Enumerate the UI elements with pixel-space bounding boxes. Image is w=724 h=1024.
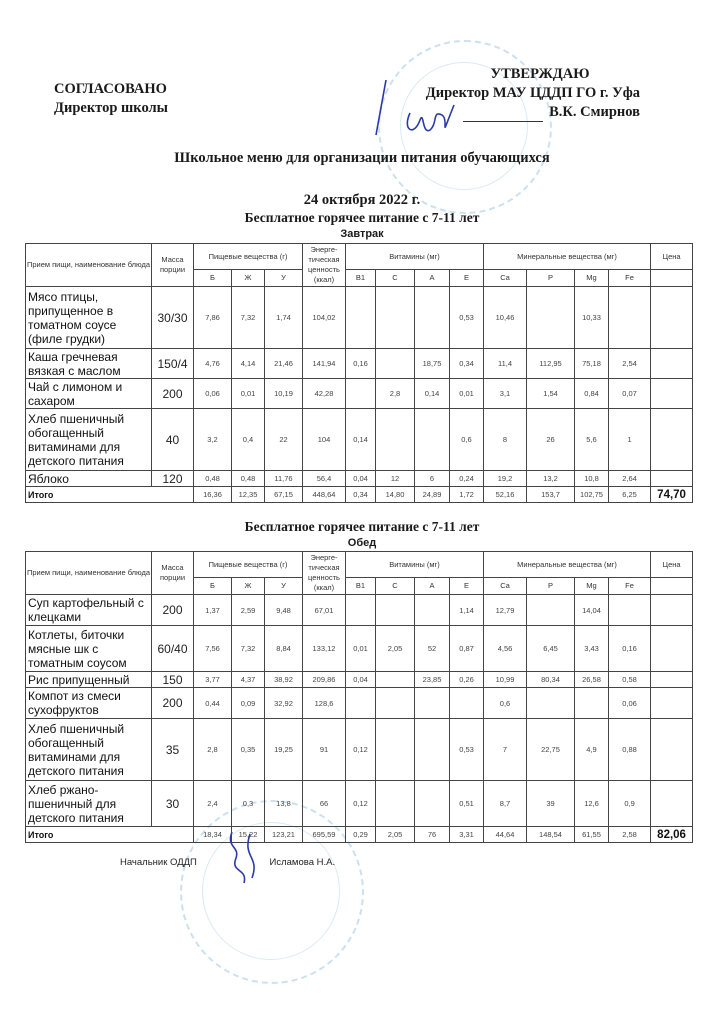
cell-kcal: 104,02 — [303, 287, 346, 349]
cell-u: 22 — [265, 409, 303, 471]
cell-fe: 1 — [609, 409, 651, 471]
total-ca: 52,16 — [484, 487, 527, 503]
dish-name: Хлеб пшеничный обогащенный витаминами для детского питания — [26, 409, 152, 471]
cell-zh: 0,01 — [232, 379, 265, 409]
dish-name: Хлеб ржано-пшеничный для детского питания — [26, 781, 152, 827]
cell-a — [415, 409, 450, 471]
header-price-empty — [651, 270, 693, 287]
cell-b: 1,37 — [194, 595, 232, 626]
cell-fe: 0,07 — [609, 379, 651, 409]
total-b1: 0,29 — [346, 827, 376, 843]
cell-e: 0,51 — [450, 781, 484, 827]
lunch-table — [25, 551, 693, 843]
cell-e: 1,14 — [450, 595, 484, 626]
dish-name: Котлеты, биточки мясные шк с томатным соусом — [26, 626, 152, 672]
cell-a: 52 — [415, 626, 450, 672]
cell-b: 7,86 — [194, 287, 232, 349]
header-dish: Прием пищи, наименование блюда — [26, 552, 152, 595]
cell-c — [376, 409, 415, 471]
dish-name: Чай с лимоном и сахаром — [26, 379, 152, 409]
total-a: 76 — [415, 827, 450, 843]
header-vitamins: Витамины (мг) — [346, 244, 484, 270]
cell-c: 2,05 — [376, 626, 415, 672]
cell-ca: 0,6 — [484, 688, 527, 719]
cell-ca: 11,4 — [484, 349, 527, 379]
table-row — [26, 379, 693, 409]
cell-b: 3,2 — [194, 409, 232, 471]
cell-ca: 10,46 — [484, 287, 527, 349]
cell-mg: 5,6 — [575, 409, 609, 471]
cell-fe — [609, 595, 651, 626]
cell-ca: 7 — [484, 719, 527, 781]
cell-price — [651, 379, 693, 409]
cell-b1: 0,04 — [346, 672, 376, 688]
cell-price — [651, 409, 693, 471]
cell-a — [415, 781, 450, 827]
cell-p — [527, 287, 575, 349]
breakfast-table — [25, 243, 693, 503]
total-label: Итого — [26, 487, 194, 503]
cell-c: 2,8 — [376, 379, 415, 409]
dish-name: Рис припущенный — [26, 672, 152, 688]
cell-kcal: 209,86 — [303, 672, 346, 688]
breakfast-program: Бесплатное горячее питание с 7-11 лет — [244, 210, 480, 225]
cell-mg: 12,6 — [575, 781, 609, 827]
header-mass: Масса порции — [152, 552, 194, 595]
header-price-empty — [651, 578, 693, 595]
cell-a — [415, 287, 450, 349]
header-b1: В1 — [346, 578, 376, 595]
dish-mass: 40 — [152, 409, 194, 471]
lunch-meal-title: Обед — [347, 537, 377, 549]
cell-p: 22,75 — [527, 719, 575, 781]
total-b: 16,36 — [194, 487, 232, 503]
cell-a: 18,75 — [415, 349, 450, 379]
total-u: 67,15 — [265, 487, 303, 503]
header-mg: Mg — [575, 270, 609, 287]
cell-kcal: 56,4 — [303, 471, 346, 487]
header-mg: Mg — [575, 578, 609, 595]
cell-b: 0,06 — [194, 379, 232, 409]
cell-a — [415, 719, 450, 781]
table-row — [26, 719, 693, 781]
cell-b1: 0,12 — [346, 719, 376, 781]
approval-left-title: СОГЛАСОВАНО — [54, 81, 167, 97]
cell-ca: 12,79 — [484, 595, 527, 626]
cell-ca: 8,7 — [484, 781, 527, 827]
dish-mass: 200 — [152, 595, 194, 626]
cell-kcal: 128,6 — [303, 688, 346, 719]
header-price: Цена — [651, 552, 693, 578]
cell-b1: 0,12 — [346, 781, 376, 827]
table-row — [26, 287, 693, 349]
cell-b: 3,77 — [194, 672, 232, 688]
total-b: 18,34 — [194, 827, 232, 843]
cell-fe: 0,58 — [609, 672, 651, 688]
cell-b1 — [346, 379, 376, 409]
cell-price — [651, 287, 693, 349]
cell-p: 112,95 — [527, 349, 575, 379]
header-p: P — [527, 578, 575, 595]
dish-mass: 60/40 — [152, 626, 194, 672]
dish-name: Суп картофельный с клецками — [26, 595, 152, 626]
dish-mass: 35 — [152, 719, 194, 781]
cell-b1: 0,16 — [346, 349, 376, 379]
cell-kcal: 133,12 — [303, 626, 346, 672]
cell-u: 38,92 — [265, 672, 303, 688]
cell-zh: 4,37 — [232, 672, 265, 688]
cell-c — [376, 688, 415, 719]
dish-name: Хлеб пшеничный обогащенный витаминами для детского питания — [26, 719, 152, 781]
header-b: Б — [194, 578, 232, 595]
dish-name: Яблоко — [26, 471, 152, 487]
total-c: 14,80 — [376, 487, 415, 503]
cell-e: 0,01 — [450, 379, 484, 409]
total-zh: 15,22 — [232, 827, 265, 843]
total-p: 148,54 — [527, 827, 575, 843]
cell-fe: 0,16 — [609, 626, 651, 672]
cell-p: 6,45 — [527, 626, 575, 672]
cell-p: 26 — [527, 409, 575, 471]
header-zh: Ж — [232, 578, 265, 595]
footer-name: Исламова Н.А. — [269, 857, 336, 868]
cell-fe: 0,06 — [609, 688, 651, 719]
header-a: А — [415, 578, 450, 595]
cell-u: 9,48 — [265, 595, 303, 626]
cell-price — [651, 688, 693, 719]
cell-fe: 0,9 — [609, 781, 651, 827]
cell-c — [376, 781, 415, 827]
dish-mass: 150/4 — [152, 349, 194, 379]
cell-p — [527, 595, 575, 626]
cell-c — [376, 595, 415, 626]
total-a: 24,89 — [415, 487, 450, 503]
total-kcal: 448,64 — [303, 487, 346, 503]
cell-p: 1,54 — [527, 379, 575, 409]
cell-u: 10,19 — [265, 379, 303, 409]
total-u: 123,21 — [265, 827, 303, 843]
cell-c — [376, 287, 415, 349]
cell-e: 0,87 — [450, 626, 484, 672]
header-vitamins: Витамины (мг) — [346, 552, 484, 578]
header-ca: Ca — [484, 270, 527, 287]
signature-head-icon — [220, 828, 270, 888]
header-a: А — [415, 270, 450, 287]
cell-b1: 0,14 — [346, 409, 376, 471]
cell-kcal: 42,28 — [303, 379, 346, 409]
cell-kcal: 104 — [303, 409, 346, 471]
dish-name: Каша гречневая вязкая с маслом — [26, 349, 152, 379]
header-fe: Fe — [609, 270, 651, 287]
cell-fe: 0,88 — [609, 719, 651, 781]
cell-zh: 7,32 — [232, 626, 265, 672]
header-u: У — [265, 578, 303, 595]
table-row — [26, 471, 693, 487]
cell-u: 11,76 — [265, 471, 303, 487]
cell-u: 8,84 — [265, 626, 303, 672]
cell-c — [376, 719, 415, 781]
header-fe: Fe — [609, 578, 651, 595]
total-kcal: 695,59 — [303, 827, 346, 843]
cell-price — [651, 781, 693, 827]
cell-price — [651, 719, 693, 781]
total-fe: 2,58 — [609, 827, 651, 843]
header-minerals: Минеральные вещества (мг) — [484, 552, 651, 578]
cell-mg: 3,43 — [575, 626, 609, 672]
cell-c: 12 — [376, 471, 415, 487]
cell-b: 0,48 — [194, 471, 232, 487]
footer-position: Начальник ОДДП — [120, 857, 197, 868]
total-mg: 102,75 — [575, 487, 609, 503]
dish-mass: 120 — [152, 471, 194, 487]
cell-e: 0,53 — [450, 287, 484, 349]
total-price: 74,70 — [651, 487, 693, 503]
total-fe: 6,25 — [609, 487, 651, 503]
cell-b1: 0,04 — [346, 471, 376, 487]
approval-left — [54, 80, 168, 118]
cell-c — [376, 672, 415, 688]
total-e: 1,72 — [450, 487, 484, 503]
cell-a: 6 — [415, 471, 450, 487]
header-u: У — [265, 270, 303, 287]
table-row — [26, 672, 693, 688]
dish-mass: 200 — [152, 688, 194, 719]
header-nutrients: Пищевые вещества (г) — [194, 244, 303, 270]
total-b1: 0,34 — [346, 487, 376, 503]
cell-e: 0,53 — [450, 719, 484, 781]
cell-kcal: 141,94 — [303, 349, 346, 379]
total-zh: 12,35 — [232, 487, 265, 503]
header-ca: Ca — [484, 578, 527, 595]
dish-mass: 30 — [152, 781, 194, 827]
cell-kcal: 67,01 — [303, 595, 346, 626]
signature-director-icon — [372, 75, 482, 155]
cell-e: 0,34 — [450, 349, 484, 379]
header-e: Е — [450, 270, 484, 287]
cell-zh: 0,35 — [232, 719, 265, 781]
cell-u: 13,8 — [265, 781, 303, 827]
cell-mg: 10,33 — [575, 287, 609, 349]
header-b1: В1 — [346, 270, 376, 287]
cell-zh: 2,59 — [232, 595, 265, 626]
cell-ca: 10,99 — [484, 672, 527, 688]
cell-fe — [609, 287, 651, 349]
cell-mg: 75,18 — [575, 349, 609, 379]
cell-p: 80,34 — [527, 672, 575, 688]
cell-b1 — [346, 595, 376, 626]
header-nutrients: Пищевые вещества (г) — [194, 552, 303, 578]
cell-kcal: 66 — [303, 781, 346, 827]
cell-p — [527, 688, 575, 719]
table-row — [26, 781, 693, 827]
total-row — [26, 827, 693, 843]
table-row — [26, 626, 693, 672]
header-minerals: Минеральные вещества (мг) — [484, 244, 651, 270]
cell-e: 0,24 — [450, 471, 484, 487]
cell-zh: 7,32 — [232, 287, 265, 349]
cell-b: 0,44 — [194, 688, 232, 719]
cell-c — [376, 349, 415, 379]
header-dish: Прием пищи, наименование блюда — [26, 244, 152, 287]
cell-e: 0,26 — [450, 672, 484, 688]
header-zh: Ж — [232, 270, 265, 287]
table-row — [26, 409, 693, 471]
cell-zh: 0,3 — [232, 781, 265, 827]
total-ca: 44,64 — [484, 827, 527, 843]
cell-b: 2,4 — [194, 781, 232, 827]
total-label: Итого — [26, 827, 194, 843]
dish-name: Компот из смеси сухофруктов — [26, 688, 152, 719]
header-energy: Энерге-тическая ценность (ккал) — [303, 552, 346, 595]
cell-kcal: 91 — [303, 719, 346, 781]
approval-left-position: Директор школы — [54, 100, 168, 116]
header-c: С — [376, 578, 415, 595]
cell-zh: 0,4 — [232, 409, 265, 471]
cell-e — [450, 688, 484, 719]
cell-fe: 2,64 — [609, 471, 651, 487]
header-c: С — [376, 270, 415, 287]
cell-b: 4,76 — [194, 349, 232, 379]
cell-u: 32,92 — [265, 688, 303, 719]
total-price: 82,06 — [651, 827, 693, 843]
header-price: Цена — [651, 244, 693, 270]
cell-price — [651, 349, 693, 379]
cell-u: 19,25 — [265, 719, 303, 781]
header-e: Е — [450, 578, 484, 595]
cell-b: 2,8 — [194, 719, 232, 781]
cell-b1: 0,01 — [346, 626, 376, 672]
total-mg: 61,55 — [575, 827, 609, 843]
cell-price — [651, 626, 693, 672]
cell-fe: 2,54 — [609, 349, 651, 379]
table-row — [26, 595, 693, 626]
cell-price — [651, 471, 693, 487]
header-mass: Масса порции — [152, 244, 194, 287]
total-e: 3,31 — [450, 827, 484, 843]
cell-ca: 3,1 — [484, 379, 527, 409]
document-title: Школьное меню для организации питания обучающихся — [174, 150, 550, 166]
cell-p: 39 — [527, 781, 575, 827]
cell-a — [415, 595, 450, 626]
cell-zh: 4,14 — [232, 349, 265, 379]
cell-b: 7,56 — [194, 626, 232, 672]
header-energy: Энерге-тическая ценность (ккал) — [303, 244, 346, 287]
cell-ca: 19,2 — [484, 471, 527, 487]
cell-b1 — [346, 287, 376, 349]
total-row — [26, 487, 693, 503]
cell-u: 1,74 — [265, 287, 303, 349]
cell-mg: 10,8 — [575, 471, 609, 487]
cell-mg: 26,58 — [575, 672, 609, 688]
cell-ca: 8 — [484, 409, 527, 471]
header-p: P — [527, 270, 575, 287]
dish-mass: 150 — [152, 672, 194, 688]
cell-price — [651, 672, 693, 688]
cell-mg: 14,04 — [575, 595, 609, 626]
table-row — [26, 349, 693, 379]
cell-zh: 0,48 — [232, 471, 265, 487]
cell-a: 23,85 — [415, 672, 450, 688]
cell-ca: 4,56 — [484, 626, 527, 672]
cell-b1 — [346, 688, 376, 719]
cell-zh: 0,09 — [232, 688, 265, 719]
cell-mg — [575, 688, 609, 719]
approval-right-position: Директор МАУ ЦДДП ГО г. Уфа — [425, 85, 640, 101]
approval-right-name: В.К. Смирнов — [549, 104, 640, 120]
cell-mg: 4,9 — [575, 719, 609, 781]
breakfast-meal-title: Завтрак — [340, 228, 384, 240]
lunch-program: Бесплатное горячее питание с 7-11 лет — [244, 519, 480, 534]
approval-right-title: УТВЕРЖДАЮ — [490, 66, 590, 82]
dish-mass: 200 — [152, 379, 194, 409]
cell-mg: 0,84 — [575, 379, 609, 409]
document-date: 24 октября 2022 г. — [303, 192, 421, 208]
total-c: 2,05 — [376, 827, 415, 843]
header-b: Б — [194, 270, 232, 287]
total-p: 153,7 — [527, 487, 575, 503]
cell-e: 0,6 — [450, 409, 484, 471]
dish-name: Мясо птицы, припущенное в томатном соусе (филе грудки) — [26, 287, 152, 349]
cell-a — [415, 688, 450, 719]
cell-u: 21,46 — [265, 349, 303, 379]
cell-p: 13,2 — [527, 471, 575, 487]
table-row — [26, 688, 693, 719]
cell-a: 0,14 — [415, 379, 450, 409]
dish-mass: 30/30 — [152, 287, 194, 349]
cell-price — [651, 595, 693, 626]
